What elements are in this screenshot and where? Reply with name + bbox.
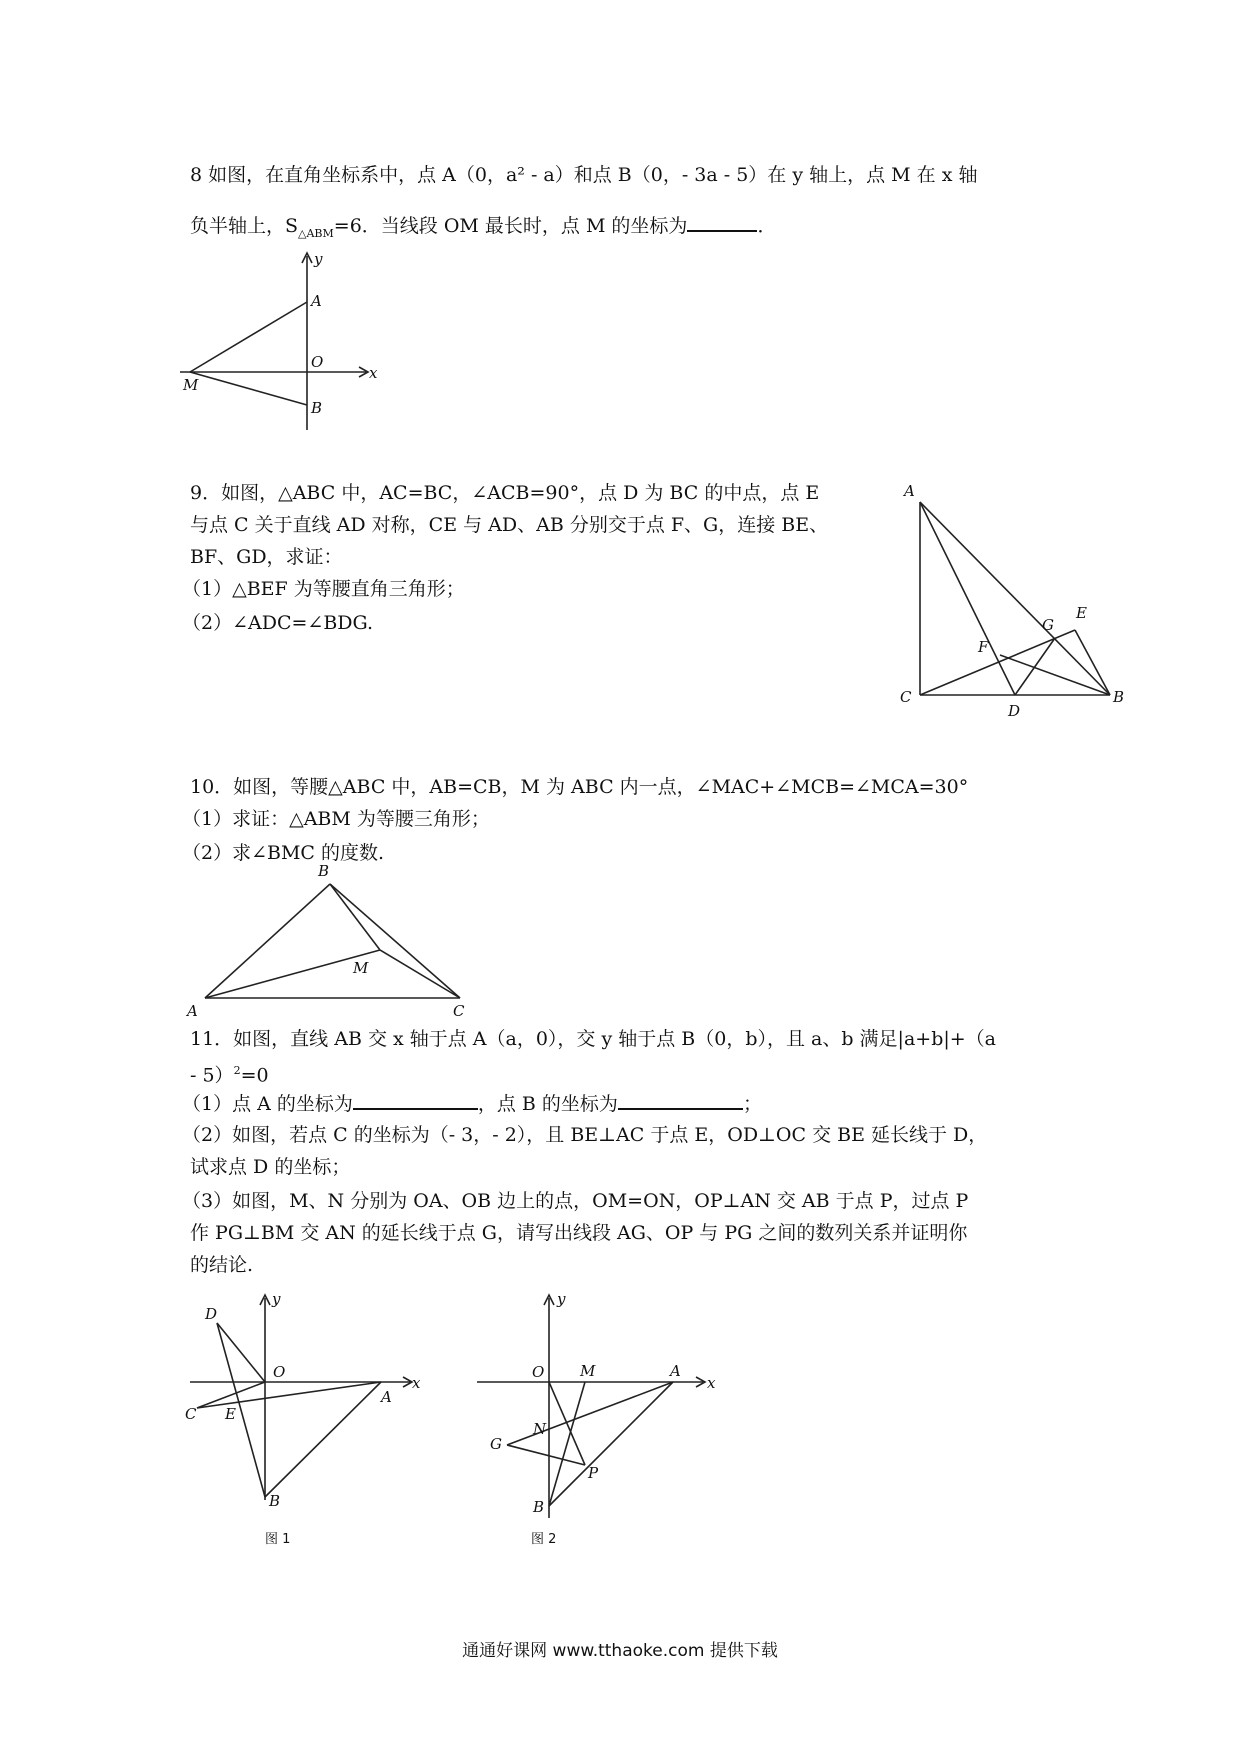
q11-figure-2 xyxy=(475,1290,725,1550)
q9-part2: （2）∠ADC=∠BDG. xyxy=(182,612,374,634)
q8-figure xyxy=(180,250,380,430)
label-F: F xyxy=(978,638,989,656)
q8-line1: 8 如图，在直角坐标系中，点 A（0，a² - a）和点 B（0，- 3a - 5）在 y 轴上，点 M 在 x 轴 xyxy=(190,164,978,186)
label-C: C xyxy=(453,1002,465,1020)
segment-OP xyxy=(549,1382,585,1465)
q11-line1: 11．如图，直线 AB 交 x 轴于点 A（a，0），交 y 轴于点 B（0，b），且 a、b 满足|a+b|+（a xyxy=(190,1028,997,1050)
q11-part2-line2: 试求点 D 的坐标； xyxy=(190,1156,351,1178)
segment-BE xyxy=(1075,630,1110,695)
q11-answer-blank-B[interactable] xyxy=(618,1092,743,1110)
q11-part2-line1: （2）如图，若点 C 的坐标为（- 3，- 2），且 BE⊥AC 于点 E，OD⊥OC 交 BE 延长线于 D， xyxy=(182,1124,988,1146)
label-O: O xyxy=(273,1363,286,1381)
label-E: E xyxy=(225,1405,236,1423)
label-E: E xyxy=(1076,604,1087,622)
segment-AD xyxy=(920,502,1015,695)
q11-part1-end: ； xyxy=(742,1093,762,1115)
segment-BF xyxy=(1000,655,1110,695)
label-A: A xyxy=(187,1002,198,1020)
label-y: y xyxy=(314,250,323,268)
segment-CM xyxy=(380,950,460,998)
label-B: B xyxy=(1113,688,1125,706)
label-B: B xyxy=(269,1492,281,1510)
label-P: P xyxy=(588,1464,599,1482)
label-M: M xyxy=(353,959,369,977)
q11-figure-1 xyxy=(185,1290,425,1550)
label-O: O xyxy=(532,1363,545,1381)
label-M: M xyxy=(580,1362,596,1380)
q11-exponent: 2 xyxy=(233,1064,241,1077)
segment-AB xyxy=(920,502,1110,695)
q11-line2 xyxy=(190,1060,269,1086)
q8-line2-end: ． xyxy=(757,215,777,237)
label-G: G xyxy=(1042,616,1054,634)
segment-GP xyxy=(507,1445,585,1465)
label-B: B xyxy=(533,1498,545,1516)
label-y: y xyxy=(272,1290,281,1308)
label-N: N xyxy=(533,1420,547,1438)
q8-line2 xyxy=(190,214,776,245)
label-x: x xyxy=(369,364,378,382)
label-D: D xyxy=(1008,702,1021,720)
label-D: D xyxy=(205,1305,218,1323)
figure-1-caption: 图 1 xyxy=(265,1532,291,1547)
label-y: y xyxy=(557,1290,566,1308)
label-A: A xyxy=(311,292,322,310)
label-A: A xyxy=(904,482,915,500)
segment-BC xyxy=(330,884,460,998)
label-x: x xyxy=(707,1374,716,1392)
q11-answer-blank-A[interactable] xyxy=(353,1092,478,1110)
label-B: B xyxy=(318,862,330,880)
q10-part2: （2）求∠BMC 的度数. xyxy=(182,842,385,864)
segment-AB xyxy=(265,1382,381,1497)
label-B: B xyxy=(311,399,323,417)
q10-line1: 10．如图，等腰△ABC 中，AB=CB，M 为 ABC 内一点，∠MAC+∠MCB=∠MCA=30° xyxy=(190,776,969,798)
segment-MB xyxy=(190,372,307,405)
q9-figure xyxy=(880,480,1140,720)
q11-part1-mid: ，点 B 的坐标为 xyxy=(477,1093,618,1115)
q8-answer-blank[interactable] xyxy=(687,214,757,232)
label-x: x xyxy=(412,1374,421,1392)
q11-part3-line3: 的结论. xyxy=(190,1254,254,1276)
q11-part1-start: （1）点 A 的坐标为 xyxy=(182,1093,353,1115)
label-G: G xyxy=(490,1435,502,1453)
q11-part1 xyxy=(182,1092,762,1115)
label-A: A xyxy=(670,1362,681,1380)
q11-part3-line1: （3）如图，M、N 分别为 OA、OB 边上的点，OM=ON，OP⊥AN 交 AB 于点 P，过点 P xyxy=(182,1190,969,1212)
q11-part3-line2: 作 PG⊥BM 交 AN 的延长线于点 G，请写出线段 AG、OP 与 PG 之间的数列关系并证明你 xyxy=(190,1222,968,1244)
q8-line2-mid: =6．当线段 OM 最长时，点 M 的坐标为 xyxy=(333,215,688,237)
segment-BM xyxy=(330,884,380,950)
label-C: C xyxy=(900,688,912,706)
segment-MA xyxy=(190,302,307,372)
label-M: M xyxy=(183,376,199,394)
label-C: C xyxy=(185,1405,197,1423)
q9-line3: BF、GD，求证： xyxy=(190,546,343,568)
q11-line2-start: - 5） xyxy=(190,1064,234,1087)
q9-part1: （1）△BEF 为等腰直角三角形； xyxy=(182,578,465,600)
segment-CE xyxy=(920,630,1075,695)
footer-source: 通通好课网 www.tthaoke.com 提供下载 xyxy=(462,1641,778,1661)
segment-OD xyxy=(217,1323,265,1382)
q9-line2: 与点 C 关于直线 AD 对称，CE 与 AD、AB 分别交于点 F、G，连接 BE、 xyxy=(190,514,829,536)
q8-line2-start: 负半轴上，S xyxy=(190,215,299,237)
q10-part1: （1）求证：△ABM 为等腰三角形； xyxy=(182,808,490,830)
q8-area-subscript: △ABM xyxy=(298,226,334,240)
label-A: A xyxy=(381,1388,392,1406)
figure-2-caption: 图 2 xyxy=(531,1532,557,1547)
label-O: O xyxy=(311,353,324,371)
q11-line2-end: =0 xyxy=(240,1064,269,1087)
q10-figure xyxy=(185,860,485,1020)
segment-AG xyxy=(507,1382,673,1445)
q9-line1: 9．如图，△ABC 中，AC=BC，∠ACB=90°，点 D 为 BC 的中点，点 E xyxy=(190,482,820,504)
